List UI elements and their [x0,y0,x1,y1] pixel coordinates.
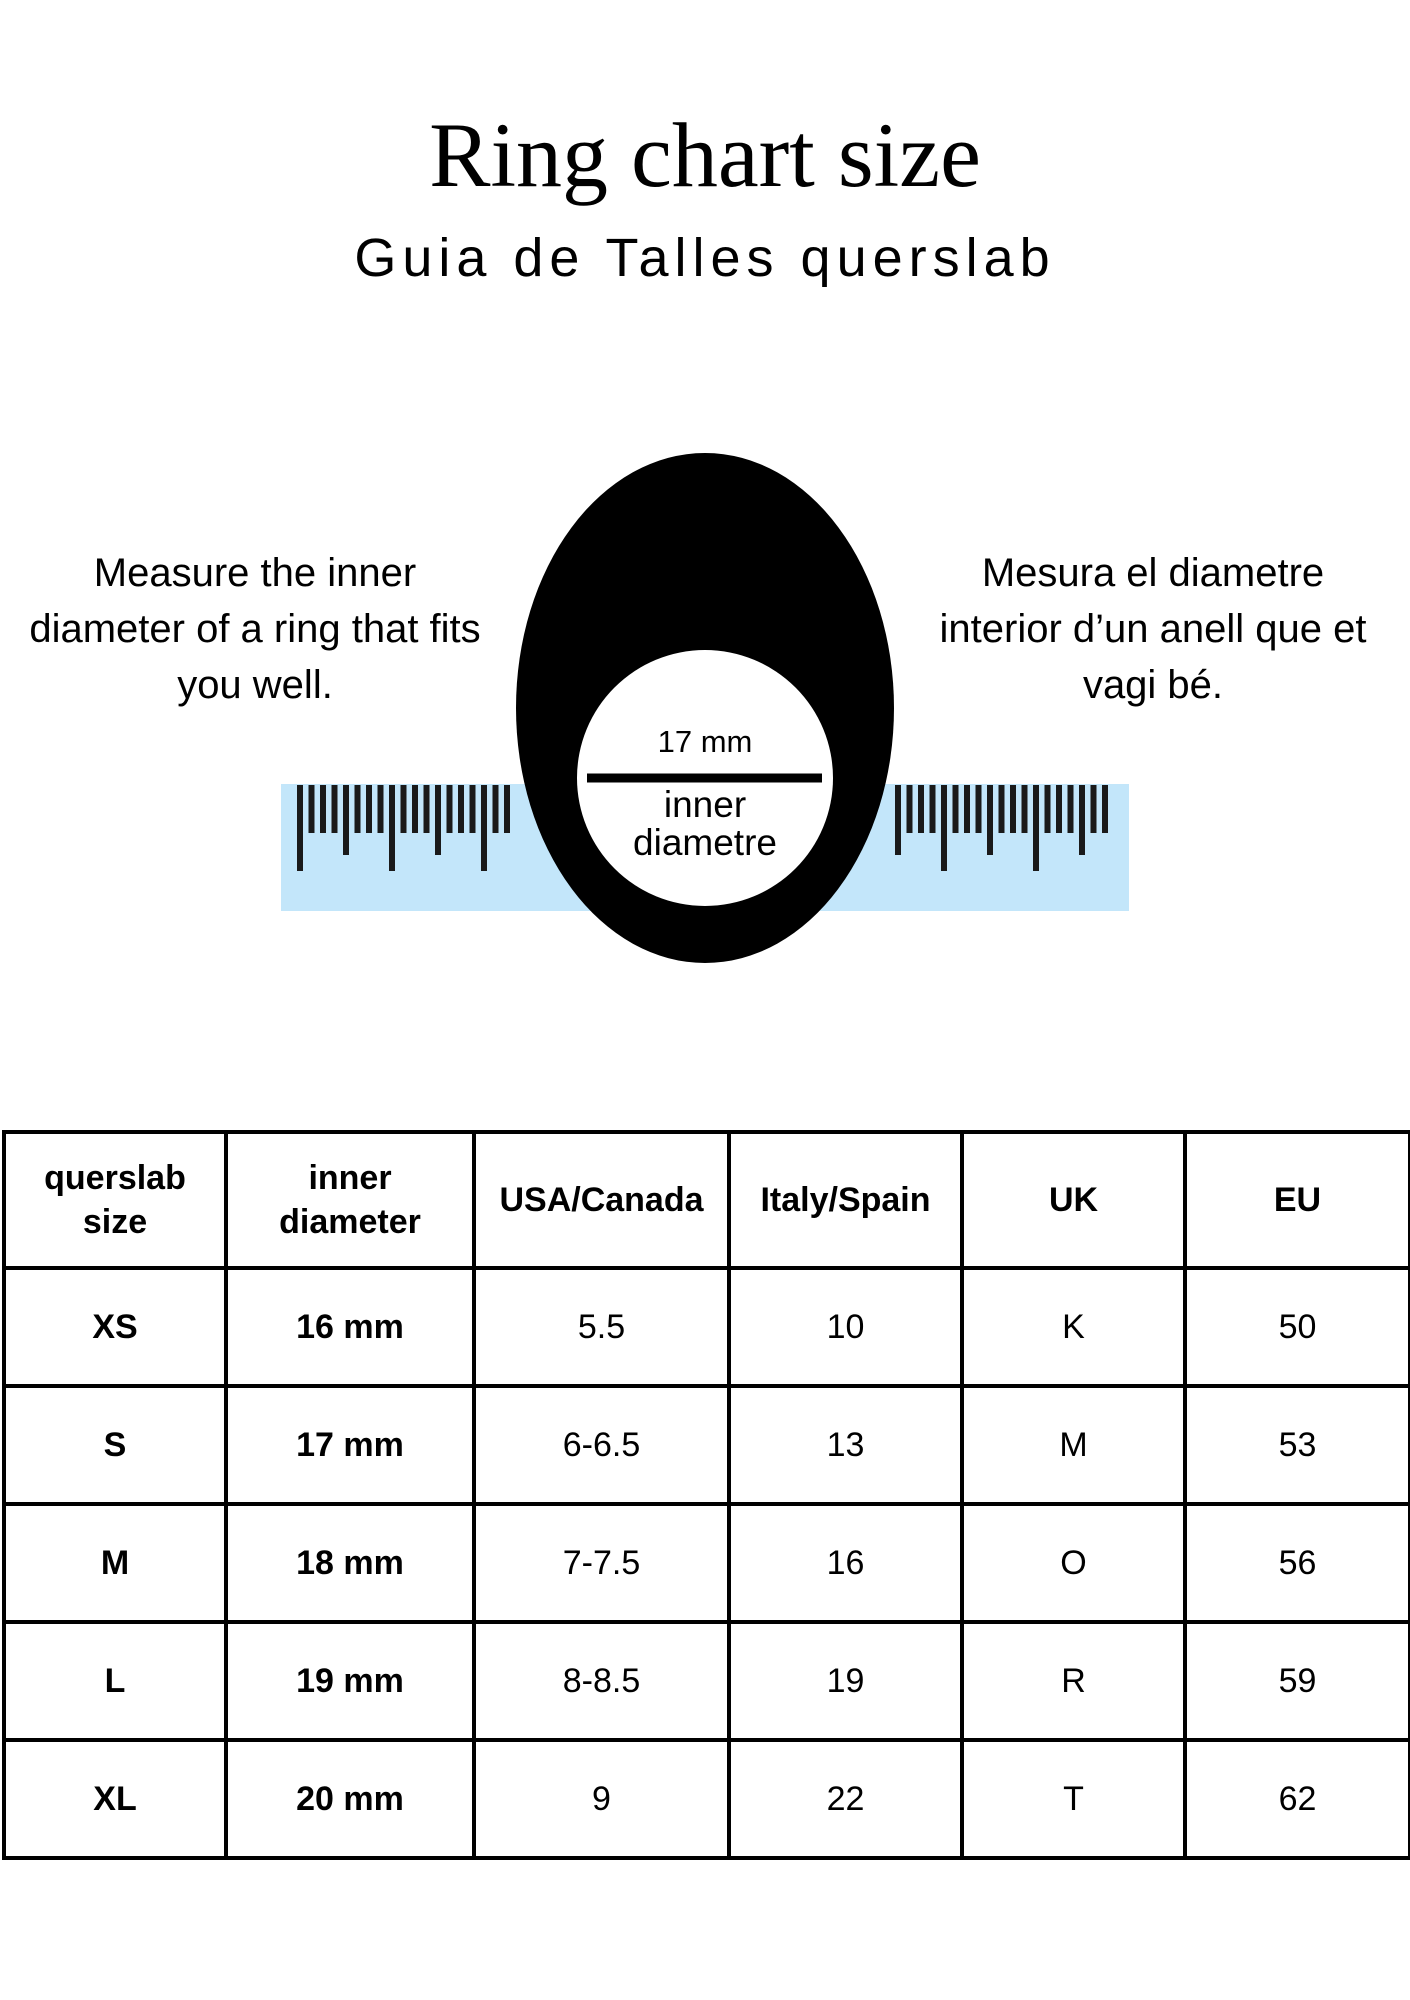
diameter-caption [590,786,820,862]
header-usa-canada: USA/Canada [474,1132,729,1268]
cell-diameter: 17 mm [226,1386,474,1504]
cell-usa: 6-6.5 [474,1386,729,1504]
table-row [4,1268,1410,1386]
header-querslab-size: querslab size [4,1132,226,1268]
diameter-value: 17 mm [657,724,753,759]
cell-uk: O [962,1504,1185,1622]
cell-diameter: 18 mm [226,1504,474,1622]
instruction-english: Measure the inner diameter of a ring that fits you well. [29,551,481,707]
instruction-catalan: Mesura el diametre interior d’un anell que et vagi bé. [939,551,1367,707]
cell-diameter: 16 mm [226,1268,474,1386]
cell-size: M [4,1504,226,1622]
cell-size: L [4,1622,226,1740]
table-row [4,1386,1410,1504]
cell-uk: K [962,1268,1185,1386]
cell-eu: 56 [1185,1504,1410,1622]
cell-usa: 5.5 [474,1268,729,1386]
cell-uk: T [962,1740,1185,1858]
cell-uk: R [962,1622,1185,1740]
cell-usa: 8-8.5 [474,1622,729,1740]
cell-eu: 59 [1185,1622,1410,1740]
cell-size: XL [4,1740,226,1858]
cell-eu: 50 [1185,1268,1410,1386]
table-header-row [4,1132,1410,1268]
cell-uk: M [962,1386,1185,1504]
cell-usa: 9 [474,1740,729,1858]
cell-usa: 7-7.5 [474,1504,729,1622]
header-inner-diameter: inner diameter [226,1132,474,1268]
cell-italy: 19 [729,1622,962,1740]
cell-italy: 22 [729,1740,962,1858]
page-title: Ring chart size [429,104,981,206]
cell-eu: 53 [1185,1386,1410,1504]
size-table [2,1130,1410,1860]
cell-italy: 13 [729,1386,962,1504]
table-row [4,1622,1410,1740]
table-row [4,1504,1410,1622]
cell-italy: 16 [729,1504,962,1622]
cell-diameter: 20 mm [226,1740,474,1858]
table-row [4,1740,1410,1858]
page-subtitle: Guia de Talles querslab [354,228,1056,288]
header-eu: EU [1185,1132,1410,1268]
header-uk: UK [962,1132,1185,1268]
diameter-caption-line2: diametre [633,822,777,863]
header-italy-spain: Italy/Spain [729,1132,962,1268]
diameter-caption-line1: inner [663,784,747,825]
cell-eu: 62 [1185,1740,1410,1858]
cell-size: XS [4,1268,226,1386]
cell-italy: 10 [729,1268,962,1386]
cell-size: S [4,1386,226,1504]
cell-diameter: 19 mm [226,1622,474,1740]
